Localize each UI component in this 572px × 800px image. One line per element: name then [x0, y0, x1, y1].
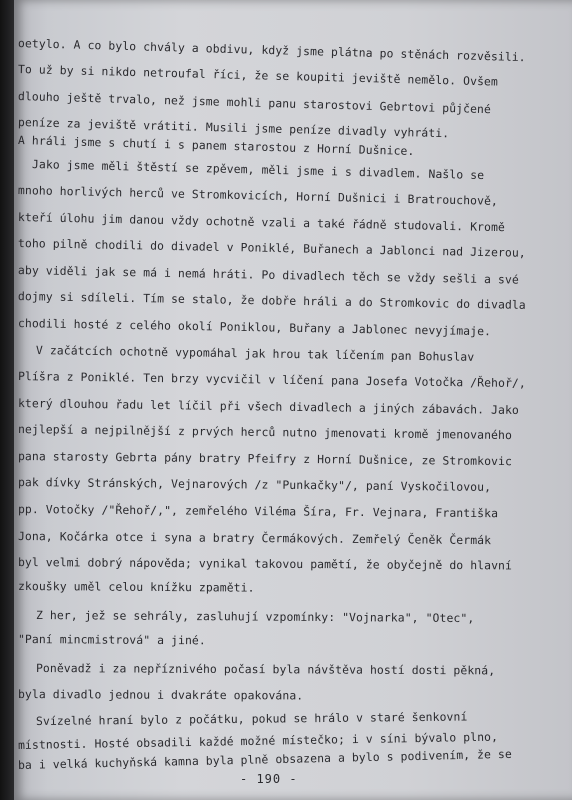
text-line: pana starosty Gebrta pány bratry Pfeifry z Horní Dušnice, ze Stromkovic	[17, 449, 513, 469]
text-line: toho pilně chodili do divadel v Poniklé, Buřanech a Jablonci nad Jizerou,	[17, 236, 526, 260]
binding-shadow	[0, 0, 14, 800]
text-line: To už by si nikdo netroufal říci, že se koupiti jeviště nemělo. Ovšem	[17, 62, 499, 89]
typewritten-text	[14, 0, 572, 800]
text-line: pak dívky Stránských, Vejnarových /z "Punkačky"/, paní Vyskočilovou,	[17, 475, 492, 494]
text-line: zkoušky uměl celou knížku zpaměti.	[17, 579, 255, 595]
text-line: "Paní mincmistrová" a jiné.	[17, 632, 206, 648]
text-line: Poněvadž i za nepříznivého počasí byla návštěva hostí dosti pěkná,	[35, 661, 496, 678]
text-line: mnoho horlivých herců ve Stromkovicích, Horní Dušnici i Bratrouchově,	[17, 183, 499, 208]
text-line: dojmy si sdíleli. Tím se stalo, že dobře hráli a do Stromkovic do divadla	[17, 289, 526, 312]
text-line: ba i velká kuchyňská kamna byla plně obsazena a bylo s podivením, že se	[17, 746, 513, 772]
text-line: nejlepší a nejpilnější z prvých herců nutno jmenovati kromě jmenovaného	[17, 422, 513, 443]
text-line: oetylo. A co bylo chvály a obdivu, když jsme plátna po stěnách rozvěsili.	[17, 36, 526, 65]
text-line: chodili hosté z celého okolí Poniklou, Buřany a Jablonec nevyjímaje.	[17, 316, 492, 339]
text-line: Plíšra z Poniklé. Ten brzy vycvičil v líčení pana Josefa Votočka /Řehoř/,	[17, 369, 526, 391]
text-line: V začátcích ochotně vypomáhal jak hrou tak líčením pan Bohuslav	[35, 343, 475, 364]
text-line: pp. Votočky /"Řehoř/,", zemřelého Viléma Šíra, Fr. Vejnara, Františka	[17, 502, 499, 521]
page-number: - 190 -	[240, 772, 298, 786]
text-line: Jona, Kočárka otce i syna a bratry Čermákových. Zemřelý Čeněk Čermák	[17, 529, 492, 548]
text-line: místnosti. Hosté obsadili každé možné místečko; i v síni bývalo plno,	[17, 729, 499, 752]
text-line: aby viděli jak se má i nemá hráti. Po divadlech těch se vždy sešli a své	[17, 263, 520, 287]
text-line: Jako jsme měli štěstí se zpěvem, měli jsme i s divadlem. Našlo se	[31, 157, 485, 183]
text-line: kteří úlohu jim danou vždy ochotně vzali a také řádně studovali. Kromě	[17, 210, 506, 235]
text-line: dlouho ještě trvalo, než jsme mohli panu starostovi Gebrtovi půjčené	[17, 89, 492, 117]
document-page	[14, 0, 572, 800]
text-line: Z her, jež se sehrály, zasluhují vzpomínky: "Vojnarka", "Otec",	[35, 608, 475, 626]
text-line: A hráli jsme s chutí i s panem starostou z Horní Dušnice.	[17, 133, 415, 159]
text-line: peníze za jeviště vrátiti. Musili jsme peníze divadly vyhráti.	[17, 115, 450, 141]
text-line: byla divadlo jednou i dvakráte opakována.	[17, 687, 304, 703]
text-line: byl velmi dobrý nápověda; vynikal takovou pamětí, že obyčejně do hlavní	[17, 555, 513, 573]
text-line: který dlouhou řadu let líčil při všech divadlech a jiných zábavách. Jako	[17, 396, 520, 417]
text-line: Svízelné hraní bylo z počátku, pokud se hrálo v staré šenkovní	[35, 709, 468, 728]
